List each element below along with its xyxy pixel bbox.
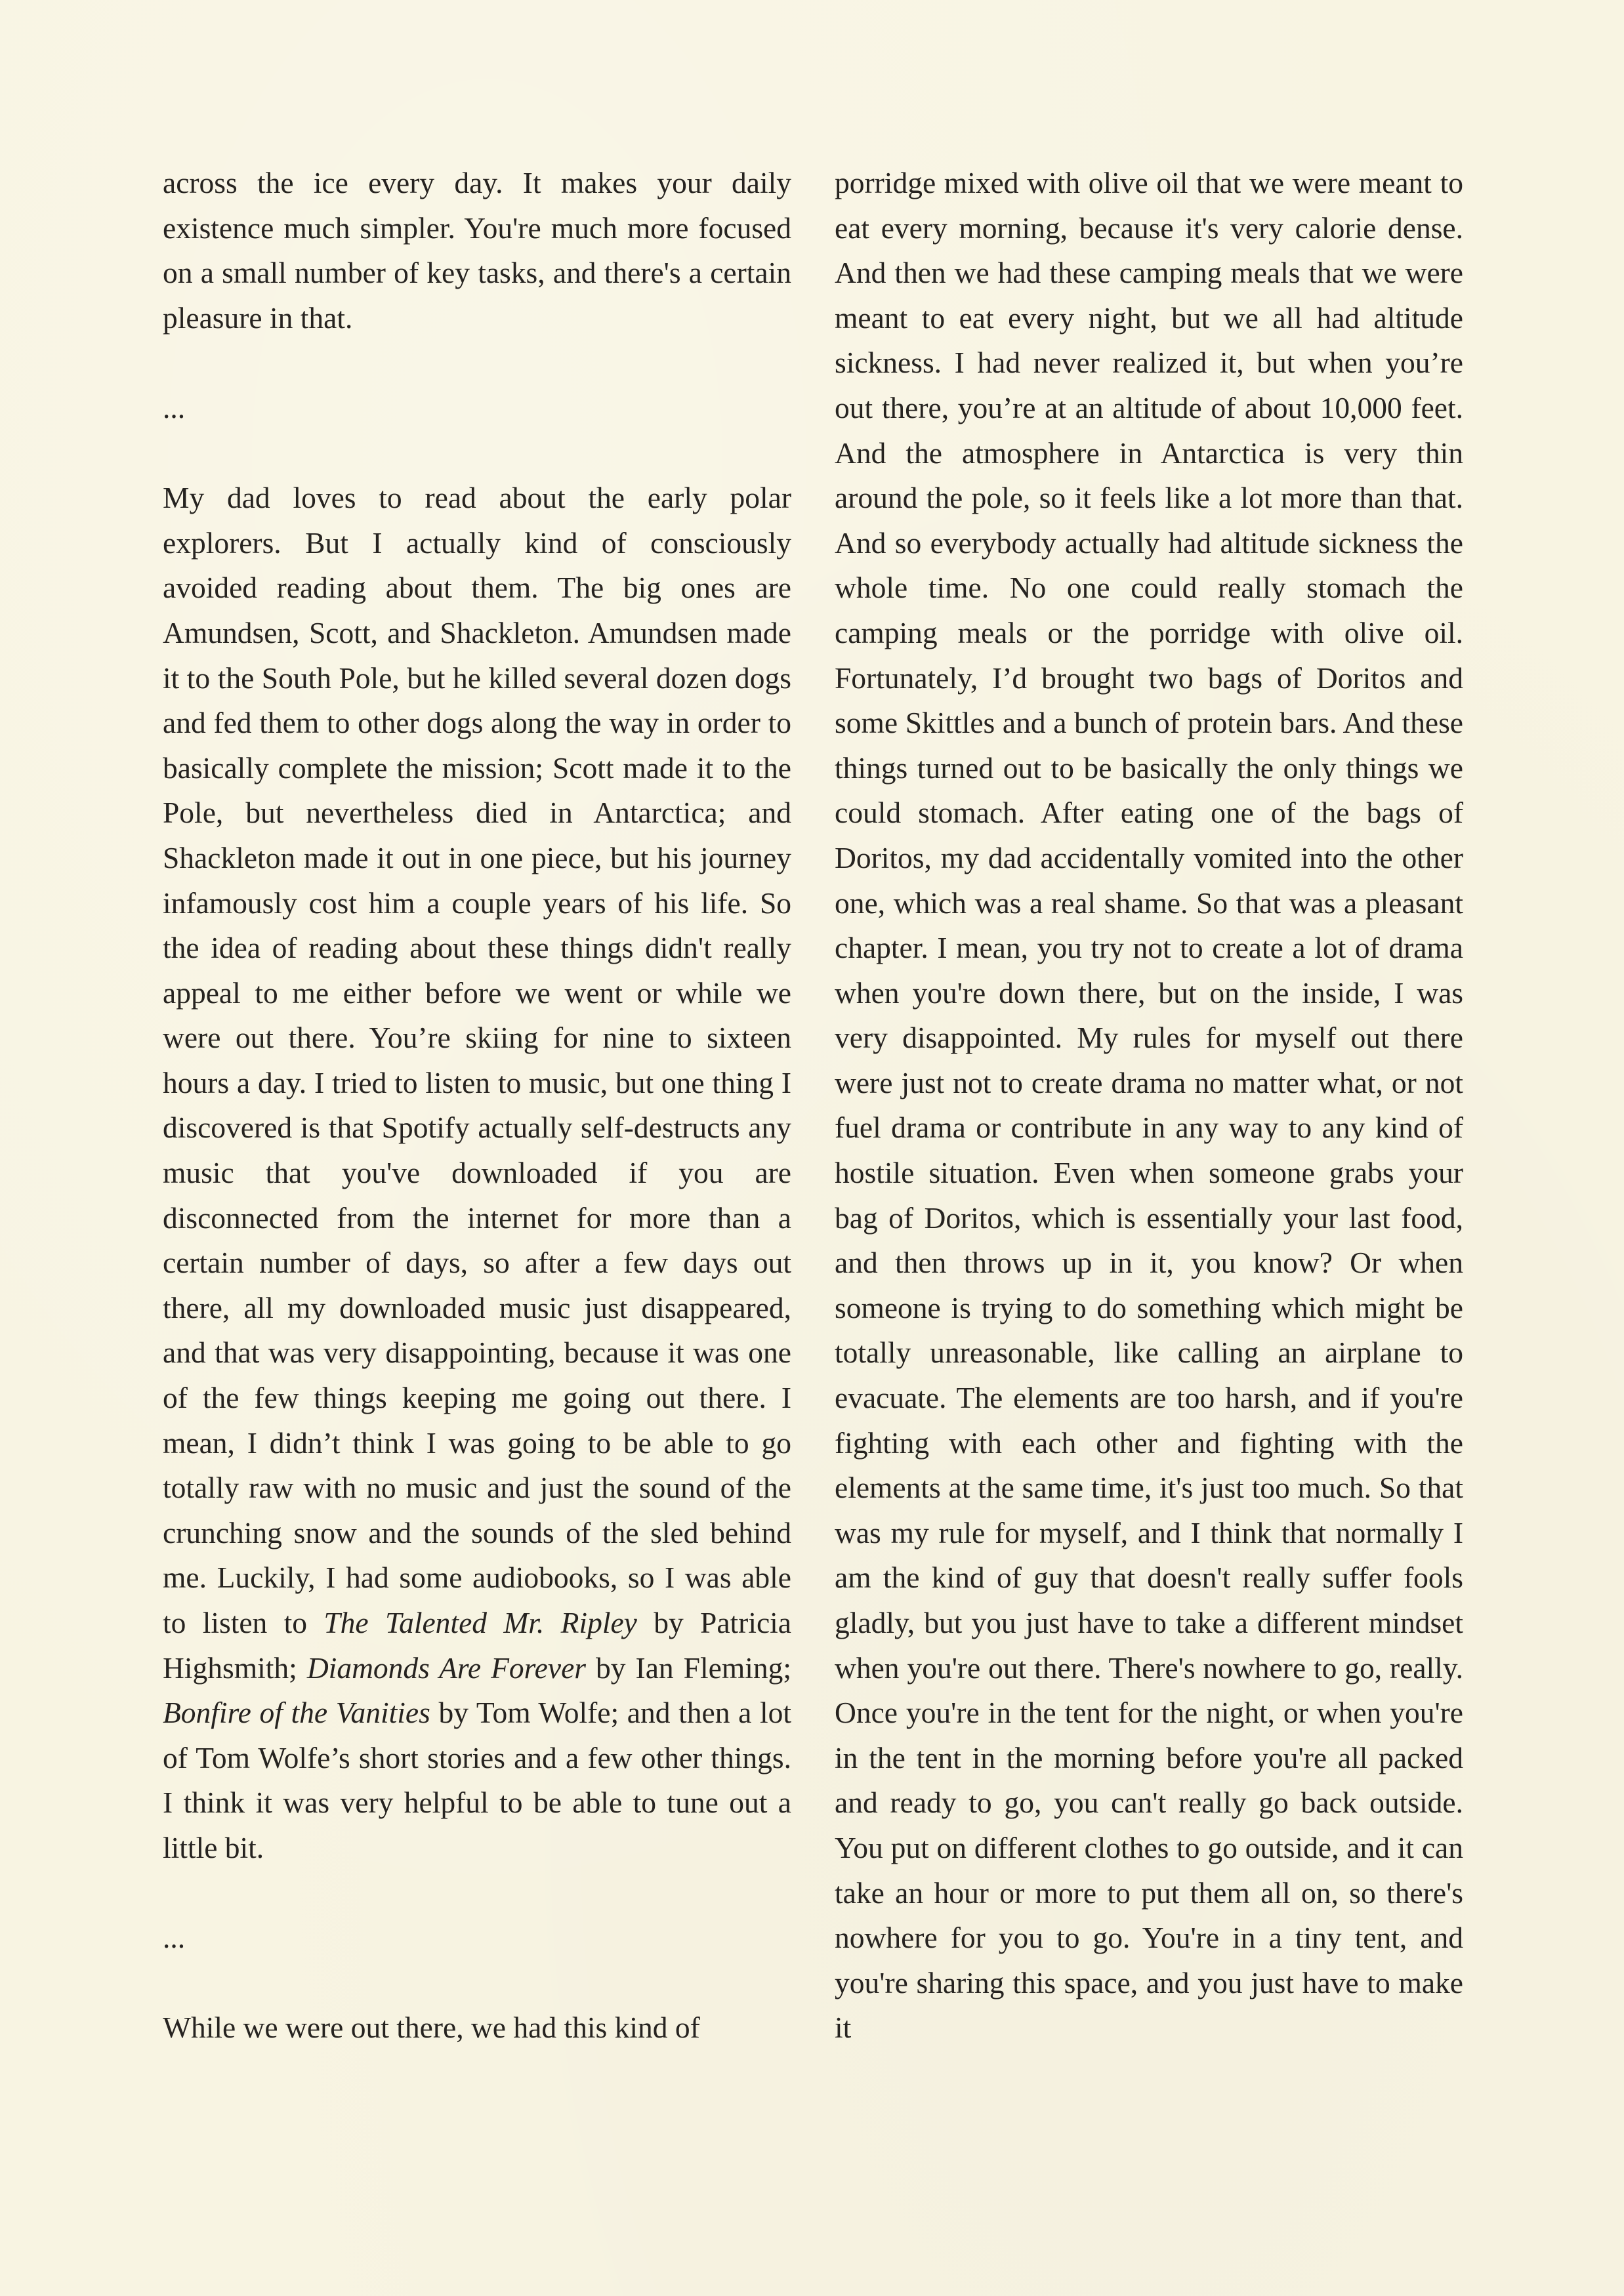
paragraph-gap xyxy=(163,1961,791,2006)
book-title-diamonds: Diamonds Are Forever xyxy=(306,1650,586,1685)
paragraph-gap xyxy=(163,340,791,386)
left-column xyxy=(163,161,791,2051)
paragraph-gap xyxy=(163,431,791,476)
right-column xyxy=(835,161,1463,2051)
paragraph-text: by Tom Wolfe; and then a lot of Tom Wolfe’s short stories and a few other things. I think it was very helpful to be able to tune out a little bit. xyxy=(163,1696,791,1864)
paragraph-out-there: While we were out there, we had this kind of xyxy=(163,2011,700,2045)
section-separator: ... xyxy=(163,1921,186,1955)
book-title-ripley: The Talented Mr. Ripley xyxy=(323,1606,637,1639)
paragraph-text: My dad loves to read about the early polar explorers. But I actually kind of consciously avoided reading about them. The big ones are Amundsen, Scott, and Shackleton. Amundsen made it to the South Pole, but he killed several dozen dogs and fed them to other dogs along the way in order to basically complete the mission; Scott made it to the Pole, but nevertheless died in Antarctica; and Shackleton made it out in one piece, but his journey infamously cost him a couple years of his life. So the idea of reading about these things didn't really appeal to me either before we went or while we were out there. You’re skiing for nine to sixteen hours a day. I tried to listen to music, but one thing I discovered is that Spotify actually self-destructs any music that you've downloaded if you are disconnected from the internet for more than a certain number of days, so after a few days out there, all my downloaded music just disappeared, and that was very disappointing, because it was one of the few things keeping me going out there. I mean, I didn’t think I was going to be able to go totally raw with no music and just the sound of the crunching snow and the sounds of the sled behind me. Luckily, I had some audiobooks, so I was able to listen to xyxy=(163,481,791,1639)
paragraph-ice: across the ice every day. It makes your daily existence much simpler. You're much more focused on a small number of key tasks, and there's a certain pleasure in that. xyxy=(163,166,791,335)
paragraph-porridge: porridge mixed with olive oil that we were meant to eat every morning, because it's very calorie dense. And then we had these camping meals that we were meant to eat every night, but we all had altitude sickness. I had never realized it, but when you’re out there, you’re at an altitude of about 10,000 feet. And the atmosphere in Antarctica is very thin around the pole, so it feels like a lot more than that. And so everybody actually had altitude sickness the whole time. No one could really stomach the camping meals or the porridge with olive oil. Fortunately, I’d brought two bags of Doritos and some Skittles and a bunch of protein bars. And these things turned out to be basically the only things we could stomach. After eating one of the bags of Doritos, my dad accidentally vomited into the other one, which was a real shame. So that was a pleasant chapter. I mean, you try not to create a lot of drama when you're down there, but on the inside, I was very disappointed. My rules for myself out there were just not to create drama no matter what, or not fuel drama or contribute in any way to any kind of hostile situation. Even when someone grabs your bag of Doritos, which is essentially your last food, and then throws up in it, you know? Or when someone is trying to do something which might be totally unreasonable, like calling an airplane to evacuate. The elements are too harsh, and if you're fighting with each other and fighting with the elements at the same time, it's just too much. So that was my rule for myself, and I think that normally I am the kind of guy that doesn't really suffer fools gladly, but you just have to take a different mindset when you're out there. There's nowhere to go, really. Once you're in the tent for the night, or when you're in the tent in the morning before you're all packed and ready to go, you can't really go back outside. You put on different clothes to go outside, and it can take an hour or more to put them all on, so there's nowhere for you to go. You're in a tiny tent, and you're sharing this space, and you just have to make it xyxy=(835,166,1463,2045)
paragraph-gap xyxy=(163,1871,791,1916)
section-separator: ... xyxy=(163,390,186,424)
paragraph-text: by Ian Fleming; xyxy=(585,1650,791,1685)
paragraph-polar-explorers xyxy=(163,476,791,1870)
book-title-bonfire: Bonfire of the Vanities xyxy=(163,1696,430,1730)
paragraph-text: by Patricia Highsmith; xyxy=(163,1606,792,1685)
